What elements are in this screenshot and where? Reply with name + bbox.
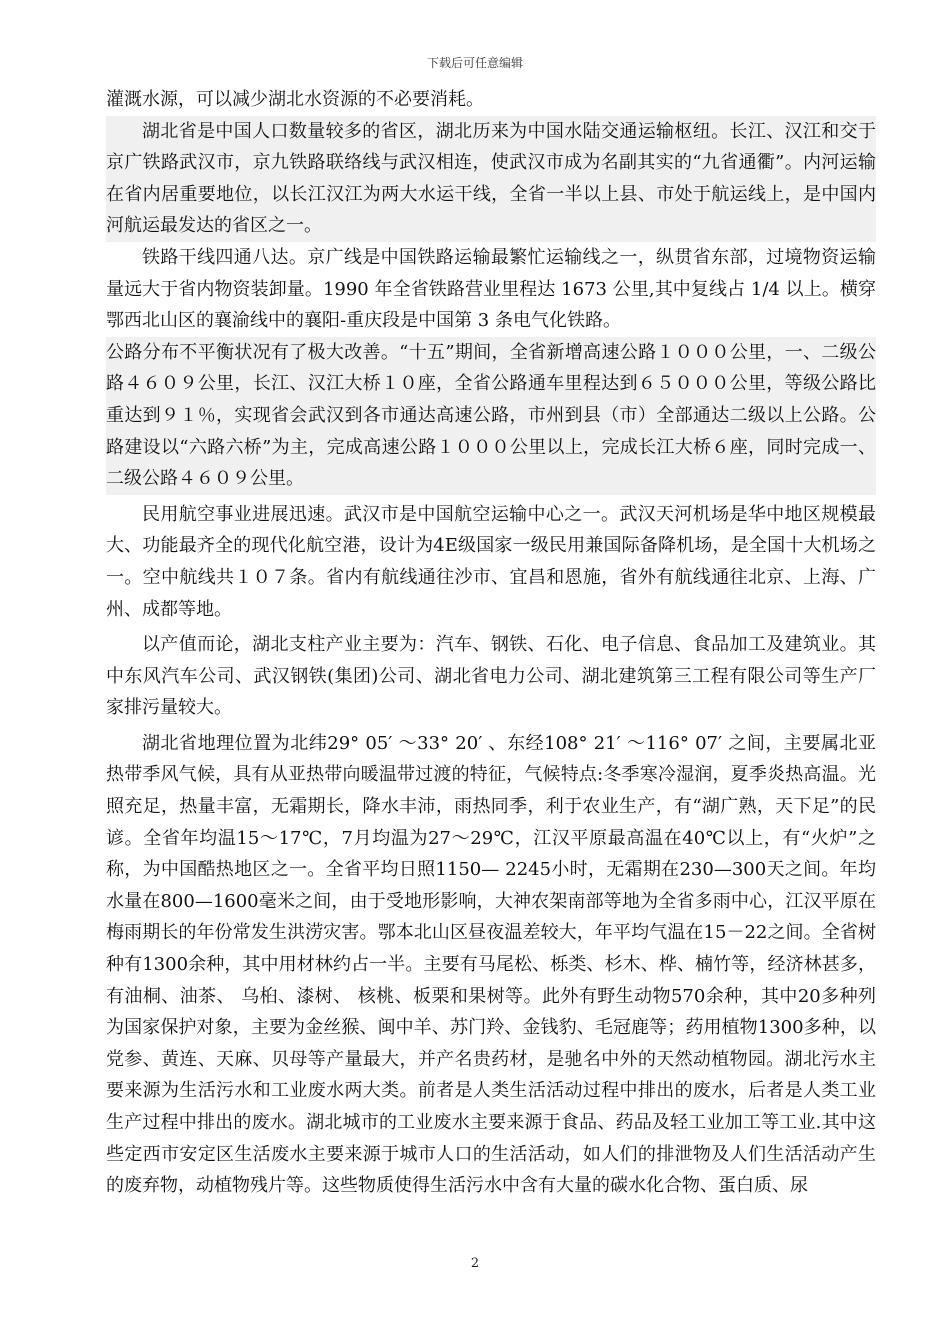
page-header: 下载后可任意编辑 bbox=[426, 56, 523, 70]
paragraph-aviation: 民用航空事业进展迅速。武汉市是中国航空运输中心之一。武汉天河机场是华中地区规模最大、功能最齐全的现代化航空港，设计为4E级国家一级民用兼国际备降机场，是全国十大机场之一。空中航线共１０７条。省内有航线通往沙市、宜昌和恩施，省外有航线通往北京、上海、广州、成都等地。 bbox=[106, 503, 876, 620]
paragraph-industry: 以产值而论，湖北支柱产业主要为：汽车、钢铁、石化、电子信息、食品加工及建筑业。其中东风汽车公司、武汉钢铁(集团)公司、湖北省电力公司、湖北建筑第三工程有限公司等生产厂家排污量较大。 bbox=[106, 634, 876, 719]
paragraph-transport-hub: 湖北省是中国人口数量较多的省区，湖北历来为中国水陆交通运输枢纽。长江、汉江和交于京广铁路武汉市，京九铁路联络线与武汉相连，使武汉市成为名副其实的“九省通衢”。内河运输在省内居重要地位，以长江汉江为两大水运干线，全省一半以上县、市处于航运线上，是中国内河航运最发达的省区之一。 bbox=[106, 116, 876, 242]
paragraph-irrigation: 灌溉水源，可以减少湖北水资源的不必要消耗。 bbox=[106, 89, 484, 110]
page-number: 2 bbox=[470, 1256, 480, 1271]
paragraph-geography: 湖北省地理位置为北纬29° 05′ ～33° 20′ 、东经108° 21′ ～116° 07′ 之间，主要属北亚热带季风气候，具有从亚热带向暖温带过渡的特征，气候特点:冬季寒冷湿润，夏季炎热高温。光照充足，热量丰富，无霜期长，降水丰沛，雨热同季，利于农业生产，有“湖广熟，天下足”的民谚。全省年均温15～17℃，7月均温为27～29℃，江汉平原最高温在40℃以上，有“火炉”之称，为中国酷热地区之一。全省平均日照1150— 2245小时，无霜期在230—300天之间。年均水量在800—1600毫米之间，由于受地形影响，大神农架南部等地为全省多雨中心，江汉平原在梅雨期长的年份常发生洪涝灾害。鄂本北山区昼夜温差较大，年平均气温在15－22之间。全省树种有1300余种，其中用材林约占一半。主要有马尾松、栎类、杉木、桦、楠竹等，经济林甚多，有油桐、油茶、 乌桕、漆树、 核桃、板栗和果树等。此外有野生动物570余种，其中20多种列为国家保护对象，主要为金丝猴、闽中羊、苏门羚、金钱豹、毛冠鹿等；药用植物1300多种，以党参、黄连、天麻、贝母等产量最大，并产名贵药材，是驰名中外的天然动植物园。湖北污水主要来源为生活污水和工业废水两大类。前者是人类生活活动过程中排出的废水，后者是人类工业生产过程中排出的废水。湖北城市的工业废水主要来源于食品、药品及轻工业加工等工业.其中这些定西市安定区生活废水主要来源于城市人口的生活活动，如人们的排泄物及人们生活活动产生的废弃物，动植物残片等。这些物质使得生活污水中含有大量的碳水化合物、蛋白质、尿 bbox=[106, 732, 876, 1197]
paragraph-highway: 公路分布不平衡状况有了极大改善。“十五”期间，全省新增高速公路１０００公里，一、二级公路４６０９公里，长江、汉江大桥１０座，全省公路通车里程达到６５０００公里，等级公路比重达到９１％，实现省会武汉到各市通达高速公路，市州到县（市）全部通达二级以上公路。公路建设以“六路六桥”为主，完成高速公路１０００公里以上，完成长江大桥６座，同时完成一、二级公路４６０９公里。 bbox=[106, 337, 876, 495]
paragraph-railway: 铁路干线四通八达。京广线是中国铁路运输最繁忙运输线之一，纵贯省东部，过境物资运输量远大于省内物资装卸量。1990 年全省铁路营业里程达 1673 公里,其中复线占 1/4 以上。横穿鄂西北山区的襄渝线中的襄阳-重庆段是中国第 3 条电气化铁路。 bbox=[106, 246, 876, 332]
document-body bbox=[106, 84, 876, 1202]
